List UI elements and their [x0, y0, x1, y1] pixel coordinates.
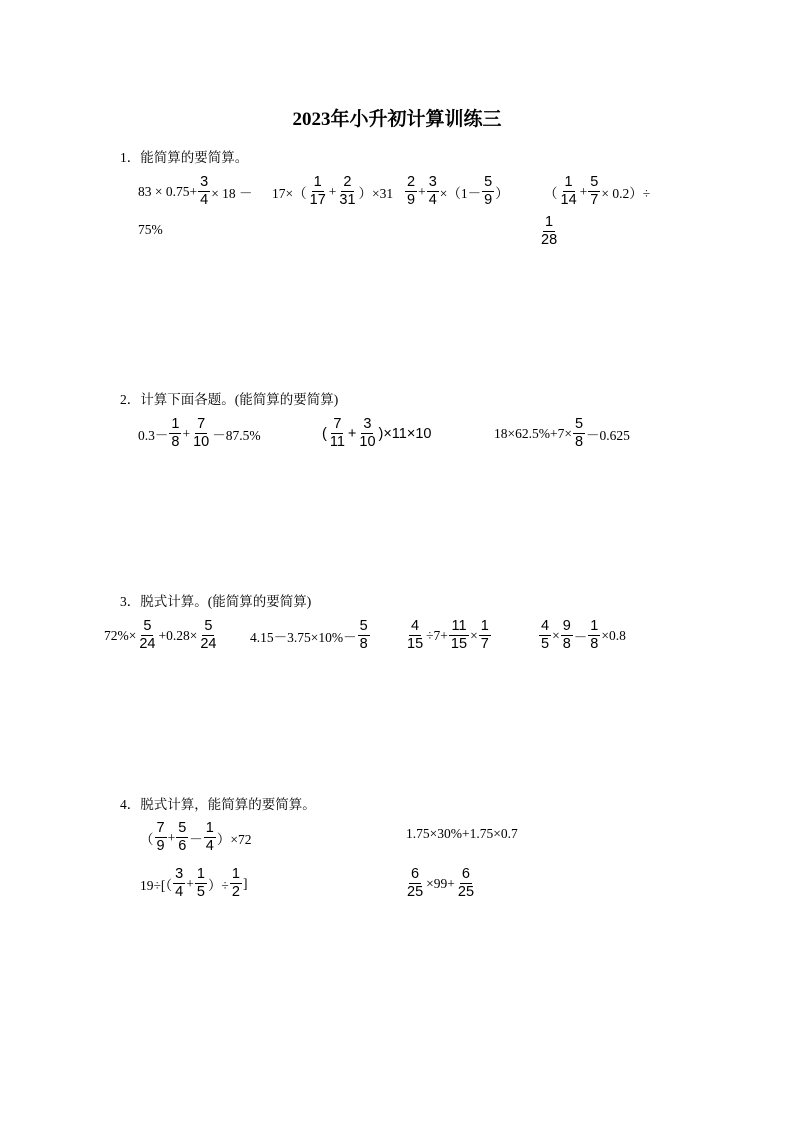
problem-1b [272, 174, 393, 209]
denominator: 9 [484, 192, 493, 208]
numerator: 9 [562, 618, 571, 634]
text: + [347, 425, 357, 442]
problem-1c [404, 174, 509, 209]
fraction [230, 866, 242, 901]
fraction [176, 820, 188, 855]
text: － [189, 831, 203, 847]
numerator: 1 [313, 174, 322, 190]
text: × 18 － [211, 185, 253, 201]
text: ）×31 [358, 185, 394, 201]
text: 19÷[（ [140, 877, 173, 893]
text: + [167, 829, 176, 845]
denominator: 10 [359, 434, 376, 450]
fraction [405, 618, 425, 653]
page-title: 2023年小升初计算训练三 [292, 109, 502, 130]
fraction [308, 174, 328, 209]
text: ×（1－ [439, 185, 482, 201]
problem-2c [494, 416, 630, 451]
fraction [588, 618, 600, 653]
numerator: 3 [363, 416, 372, 432]
fraction [198, 618, 218, 653]
problem-2b [322, 416, 431, 451]
text: 17×（ [272, 185, 307, 201]
fraction [357, 416, 377, 451]
fraction [328, 416, 347, 451]
denominator: 8 [171, 434, 180, 450]
denominator: 14 [560, 192, 577, 208]
numerator: 1 [231, 866, 240, 882]
fraction [204, 820, 216, 855]
text: + [418, 183, 426, 199]
text: ）÷ [207, 877, 229, 893]
text: + [579, 183, 588, 199]
denominator: 28 [541, 232, 558, 248]
text: + [186, 875, 194, 891]
denominator: 15 [407, 636, 424, 652]
fraction [195, 866, 207, 901]
text: （ [140, 831, 154, 847]
denominator: 6 [178, 838, 187, 854]
text: － [573, 629, 588, 645]
numerator: 7 [333, 416, 342, 432]
numerator: 6 [411, 866, 420, 882]
section-4-label: 4．脱式计算，能简算的要简算。 [120, 797, 316, 812]
problem-4d [404, 866, 477, 901]
numerator: 3 [175, 866, 184, 882]
fraction [539, 214, 559, 249]
fraction [358, 618, 370, 653]
fraction [456, 866, 476, 901]
denominator: 24 [139, 636, 156, 652]
denominator: 8 [562, 636, 571, 652]
denominator: 2 [231, 884, 240, 900]
numerator: 11 [451, 618, 467, 634]
text: 4.15－3.75×10%－ [250, 629, 357, 645]
fraction [191, 416, 211, 451]
text: × 0.2）÷ [601, 185, 651, 201]
denominator: 8 [359, 636, 368, 652]
denominator: 5 [541, 636, 550, 652]
problem-4c [140, 866, 247, 901]
text: × [552, 627, 560, 643]
denominator: 9 [407, 192, 416, 208]
numerator: 1 [590, 618, 599, 634]
problem-2a [138, 416, 261, 451]
problem-1a-cont: 75% [138, 222, 163, 237]
fraction [479, 618, 491, 653]
denominator: 4 [175, 884, 184, 900]
text: －0.625 [586, 427, 630, 443]
problem-4b: 1.75×30%+1.75×0.7 [406, 826, 518, 841]
denominator: 8 [574, 434, 584, 450]
numerator: 4 [411, 618, 420, 634]
numerator: 1 [196, 866, 205, 882]
numerator: 5 [359, 618, 368, 634]
numerator: 1 [171, 416, 180, 432]
denominator: 4 [428, 192, 437, 208]
numerator: 7 [197, 416, 206, 432]
denominator: 4 [205, 838, 214, 854]
problem-3a [104, 618, 220, 653]
text: （ [544, 185, 558, 201]
denominator: 4 [200, 192, 209, 208]
text: ( [322, 425, 327, 442]
text: ÷7+ [426, 627, 448, 643]
text: ×0.8 [601, 627, 626, 643]
text: +0.28× [158, 627, 198, 643]
problem-1a [138, 174, 253, 209]
section-2-label: 2．计算下面各题。(能简算的要简算) [120, 392, 339, 407]
numerator: 1 [564, 174, 573, 190]
problem-3c [404, 618, 492, 653]
fraction [559, 174, 579, 209]
denominator: 8 [590, 636, 599, 652]
fraction [427, 174, 439, 209]
fraction [198, 174, 210, 209]
fraction [169, 416, 181, 451]
numerator: 7 [156, 820, 165, 836]
denominator: 5 [196, 884, 205, 900]
denominator: 24 [200, 636, 217, 652]
fraction [155, 820, 167, 855]
fraction [482, 174, 494, 209]
numerator: 1 [480, 618, 489, 634]
fraction [573, 416, 585, 451]
denominator: 9 [156, 838, 165, 854]
numerator: 5 [590, 174, 599, 190]
numerator: 5 [574, 416, 584, 432]
problem-4a [140, 820, 251, 855]
fraction [173, 866, 185, 901]
text: 0.3－ [138, 427, 169, 443]
problem-1d-cont [538, 214, 560, 249]
denominator: 17 [309, 192, 326, 208]
text: ×99+ [426, 875, 455, 891]
fraction [405, 174, 417, 209]
text: ） [495, 185, 509, 201]
numerator: 3 [200, 174, 209, 190]
denominator: 25 [457, 884, 475, 900]
problem-1d [544, 174, 650, 209]
numerator: 2 [343, 174, 352, 190]
denominator: 25 [407, 884, 424, 900]
denominator: 10 [193, 434, 210, 450]
numerator: 1 [205, 820, 214, 836]
fraction [449, 618, 469, 653]
text: + [328, 183, 337, 199]
fraction [539, 618, 551, 653]
text: × [470, 627, 478, 643]
fraction [588, 174, 600, 209]
text: 72%× [104, 627, 137, 643]
denominator: 7 [480, 636, 489, 652]
problem-3d [538, 618, 626, 653]
text: 83 × 0.75+ [138, 183, 198, 199]
fraction [561, 618, 573, 653]
text: 18×62.5%+7× [494, 425, 572, 441]
fraction [337, 174, 357, 209]
denominator: 15 [450, 636, 468, 652]
numerator: 5 [178, 820, 187, 836]
numerator: 3 [428, 174, 437, 190]
denominator: 31 [339, 192, 356, 208]
section-3-label: 3．脱式计算。(能简算的要简算) [120, 594, 312, 609]
text: ] [242, 875, 248, 891]
denominator: 7 [590, 192, 599, 208]
text: ）×72 [216, 831, 252, 847]
text: )×11×10 [378, 425, 432, 442]
numerator: 4 [541, 618, 550, 634]
fraction [405, 866, 425, 901]
numerator: 1 [545, 214, 554, 230]
text: －87.5% [212, 427, 261, 443]
numerator: 5 [143, 618, 152, 634]
text: + [182, 425, 191, 441]
problem-3b [250, 618, 371, 653]
denominator: 11 [329, 434, 345, 450]
numerator: 5 [484, 174, 493, 190]
numerator: 5 [204, 618, 213, 634]
numerator: 2 [407, 174, 416, 190]
numerator: 6 [461, 866, 470, 882]
fraction [137, 618, 157, 653]
section-1-label: 1．能简算的要简算。 [120, 150, 249, 165]
